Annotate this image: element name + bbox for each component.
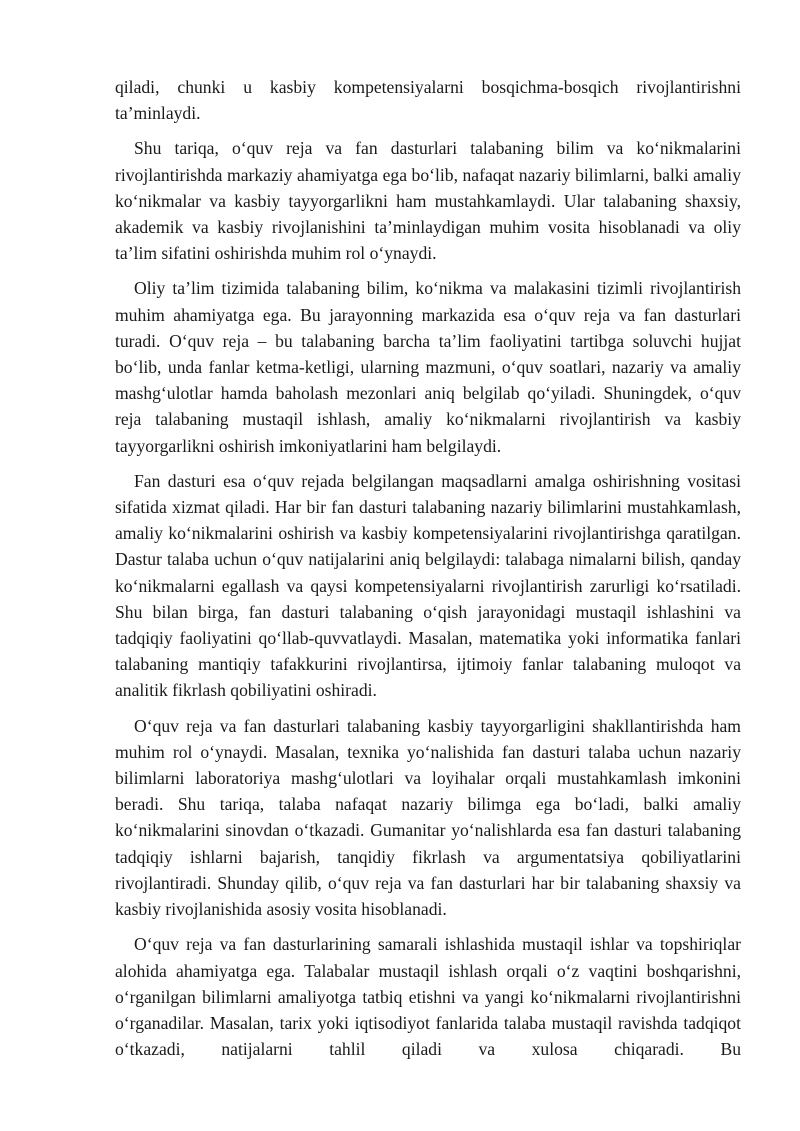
paragraph-continuation: qiladi, chunki u kasbiy kompetensiyalarni bosqichma-bosqich rivojlantirishni ta’minlaydi.	[115, 77, 741, 124]
paragraph: O‘quv reja va fan dasturlari talabaning kasbiy tayyorgarligini shakllantirishda ham muhim rol o‘ynaydi. Masalan, texnika yo‘nalishida fan dasturi talaba uchun nazariy bilimlarni laboratoriya mashg‘ulotlari va loyihalar orqali mustahkamlash imkonini beradi. Shu tariqa, talaba nafaqat nazariy bilimga ega bo‘ladi, balki amaliy ko‘nikmalarini sinovdan o‘tkazadi. Gumanitar yo‘nalishlarda esa fan dasturi talabaning tadqiqiy ishlarni bajarish, tanqidiy fikrlash va argumentatsiya qobiliyatlarini rivojlantiradi. Shunday qilib, o‘quv reja va fan dasturlari har bir talabaning shaxsiy va kasbiy rivojlanishida asosiy vosita hisoblanadi.	[115, 715, 741, 920]
paragraph: Oliy ta’lim tizimida talabaning bilim, ko‘nikma va malakasini tizimli rivojlantirish muhim ahamiyatga ega. Bu jarayonning markazida esa o‘quv reja va fan dasturlari turadi. O‘quv reja – bu talabaning barcha ta’lim faoliyatini tartibga soluvchi hujjat bo‘lib, unda fanlar ketma-ketligi, ularning mazmuni, o‘quv soatlari, nazariy va amaliy mashg‘ulotlar hamda baholash mezonlari aniq belgilab qo‘yiladi. Shuningdek, o‘quv reja talabaning mustaqil ishlash, amaliy ko‘nikmalarni rivojlantirish va kasbiy tayyorgarlikni oshirish imkoniyatlarini ham belgilaydi.	[115, 278, 741, 456]
paragraph: O‘quv reja va fan dasturlarining samarali ishlashida mustaqil ishlar va topshiriqlar alohida ahamiyatga ega. Talabalar mustaqil ishlash orqali o‘z vaqtini boshqarishni, o‘rganilgan bilimlarni amaliyotga tatbiq etishni va yangi ko‘nikmalarni rivojlantirishni o‘rganadilar. Masalan, tarix yoki iqtisodiyot fanlarida talaba mustaqil ravishda tadqiqot o‘tkazadi, natijalarni tahlil qiladi va xulosa chiqaradi. Bu	[115, 934, 741, 1060]
paragraph: Shu tariqa, o‘quv reja va fan dasturlari talabaning bilim va ko‘nikmalarini rivojlantirishda markaziy ahamiyatga ega bo‘lib, nafaqat nazariy bilimlarni, balki amaliy ko‘nikmalar va kasbiy tayyorgarlikni ham mustahkamlaydi. Ular talabaning shaxsiy, akademik va kasbiy rivojlanishini ta’minlaydigan muhim vosita hisoblanadi va oliy ta’lim sifatini oshirishda muhim rol o‘ynaydi.	[115, 138, 741, 264]
document-page	[115, 74, 741, 1071]
paragraph: Fan dasturi esa o‘quv rejada belgilangan maqsadlarni amalga oshirishning vositasi sifatida xizmat qiladi. Har bir fan dasturi talabaning nazariy bilimlarini mustahkamlash, amaliy ko‘nikmalarini oshirish va kasbiy kompetensiyalarini rivojlantirishga qaratilgan. Dastur talaba uchun o‘quv natijalarini aniq belgilaydi: talabaga nimalarni bilish, qanday ko‘nikmalarni egallash va qaysi kompetensiyalarni rivojlantirish zarurligi ko‘rsatiladi. Shu bilan birga, fan dasturi talabaning o‘qish jarayonidagi mustaqil ishlashini va tadqiqiy faoliyatini qo‘llab-quvvatlaydi. Masalan, matematika yoki informatika fanlari talabaning mantiqiy tafakkurini rivojlantirsa, ijtimoiy fanlar talabaning muloqot va analitik fikrlash qobiliyatini oshiradi.	[115, 470, 741, 701]
